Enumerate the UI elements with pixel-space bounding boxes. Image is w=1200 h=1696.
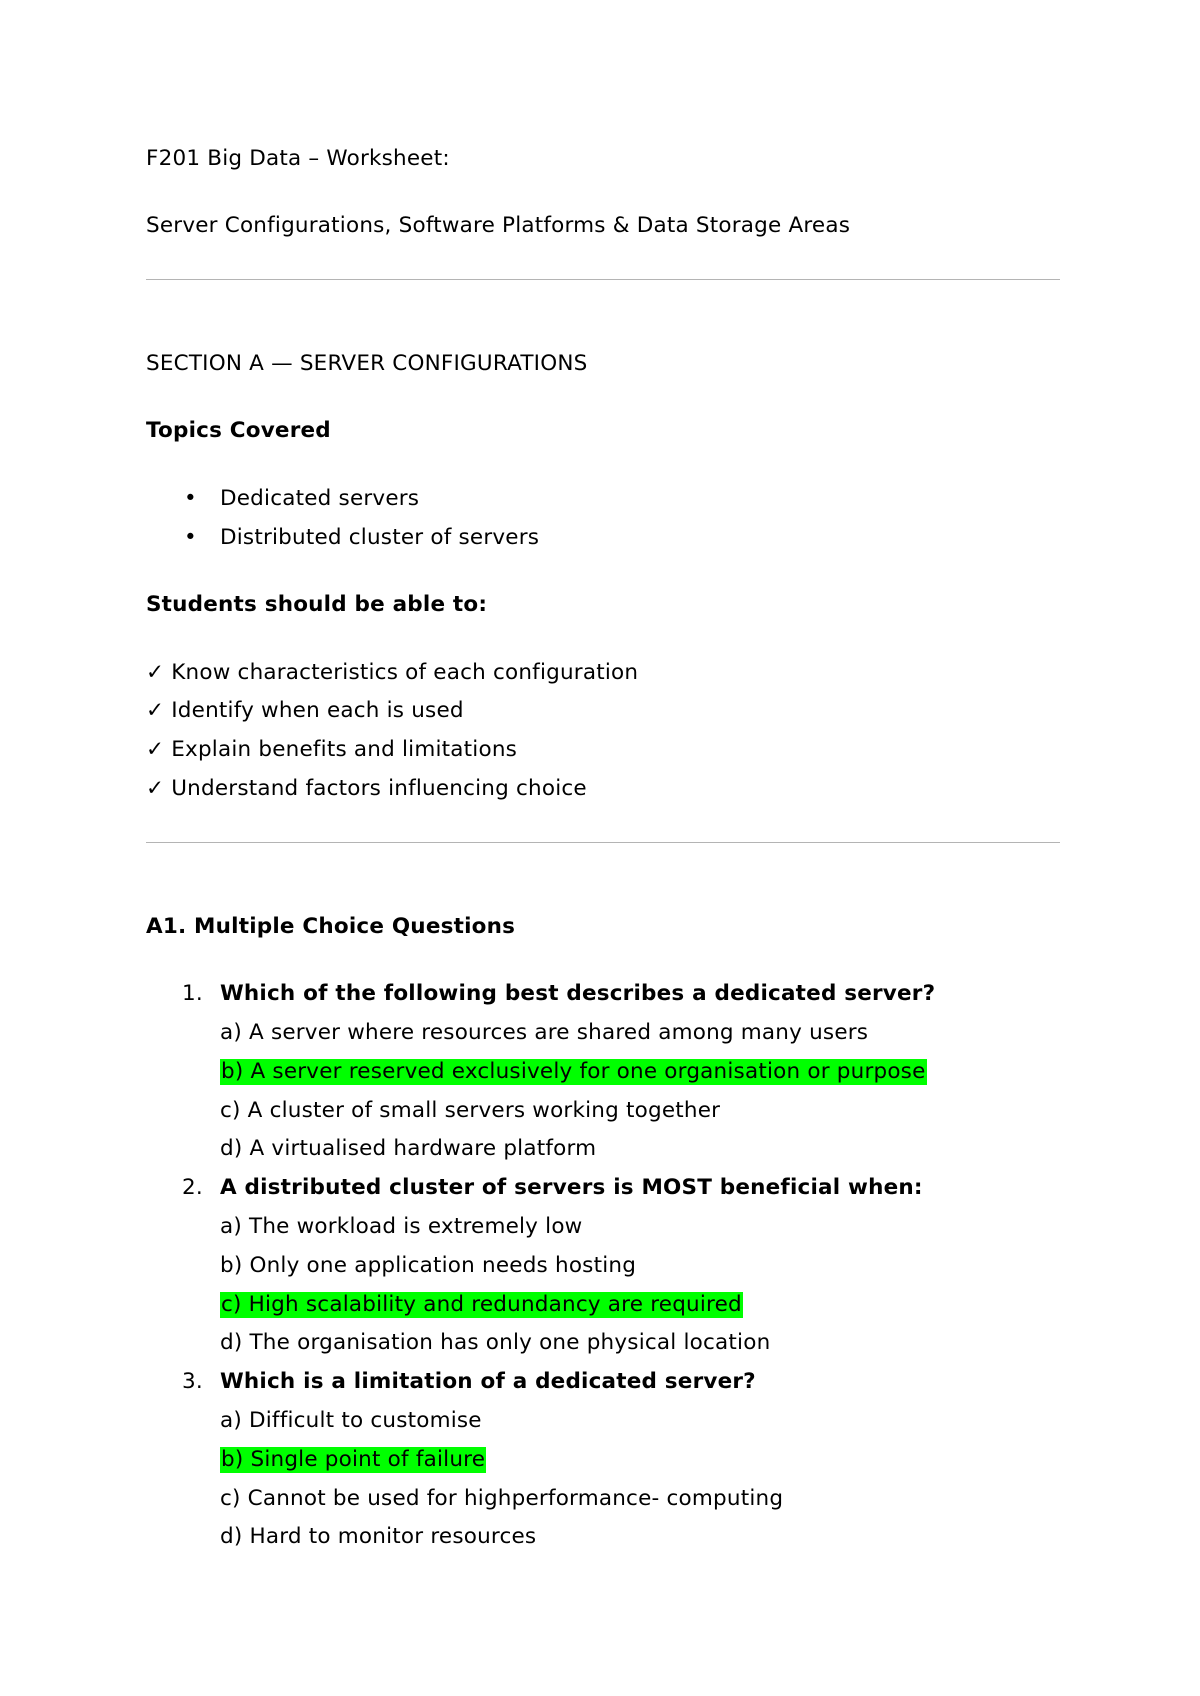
highlighted-answer: c) High scalability and redundancy are required [221,1292,742,1317]
option-text: c) Cannot be used for highperformance- computing [220,1486,784,1511]
answer-option [220,1253,636,1279]
question-number: 1. [182,981,203,1006]
highlighted-answer: b) A server reserved exclusively for one organisation or purpose [221,1059,926,1084]
option-text: d) A virtualised hardware platform [220,1136,597,1161]
answer-option-correct [220,1059,927,1085]
answer-option [220,1214,582,1240]
answer-option [220,1098,720,1124]
topic-item [184,525,539,551]
answer-option [220,1486,783,1512]
question-text: Which is a limitation of a dedicated server? [220,1369,756,1394]
outcome-item: ✓ Explain benefits and limitations [146,737,518,762]
answer-option-correct [220,1447,486,1473]
answer-option [220,1408,482,1434]
outcome-item: ✓ Understand factors influencing choice [146,776,587,801]
topic-text: Distributed cluster of servers [220,525,540,550]
worksheet-subtitle: Server Configurations, Software Platforms & Data Storage Areas [146,213,851,238]
topic-item [184,486,419,512]
worksheet-title: F201 Big Data – Worksheet: [146,146,450,171]
option-text: a) The workload is extremely low [220,1214,583,1239]
question-number: 2. [182,1175,203,1200]
option-text: a) A server where resources are shared among many users [220,1020,869,1045]
answer-option [220,1020,868,1046]
answer-option [220,1330,770,1356]
option-text: c) A cluster of small servers working together [220,1098,721,1123]
bullet-icon: • [184,525,197,550]
outcome-item: ✓ Identify when each is used [146,698,464,723]
highlighted-answer: b) Single point of failure [221,1447,486,1472]
divider-2 [146,842,1060,843]
bullet-icon: • [184,486,197,511]
a1-heading: A1. Multiple Choice Questions [146,914,516,939]
option-text: a) Difficult to customise [220,1408,482,1433]
option-text: b) Only one application needs hosting [220,1253,637,1278]
question-text: A distributed cluster of servers is MOST beneficial when: [220,1175,923,1200]
answer-option-correct [220,1292,743,1318]
topics-heading: Topics Covered [146,418,331,443]
question-number: 3. [182,1369,203,1394]
option-text: d) The organisation has only one physical location [220,1330,771,1355]
answer-option [220,1524,536,1550]
section-a-heading: SECTION A — SERVER CONFIGURATIONS [146,351,588,376]
outcomes-heading: Students should be able to: [146,592,488,617]
topic-text: Dedicated servers [220,486,420,511]
question-text: Which of the following best describes a dedicated server? [220,981,936,1006]
outcome-item: ✓ Know characteristics of each configuration [146,660,639,685]
option-text: d) Hard to monitor resources [220,1524,537,1549]
divider-1 [146,279,1060,280]
answer-option [220,1136,596,1162]
